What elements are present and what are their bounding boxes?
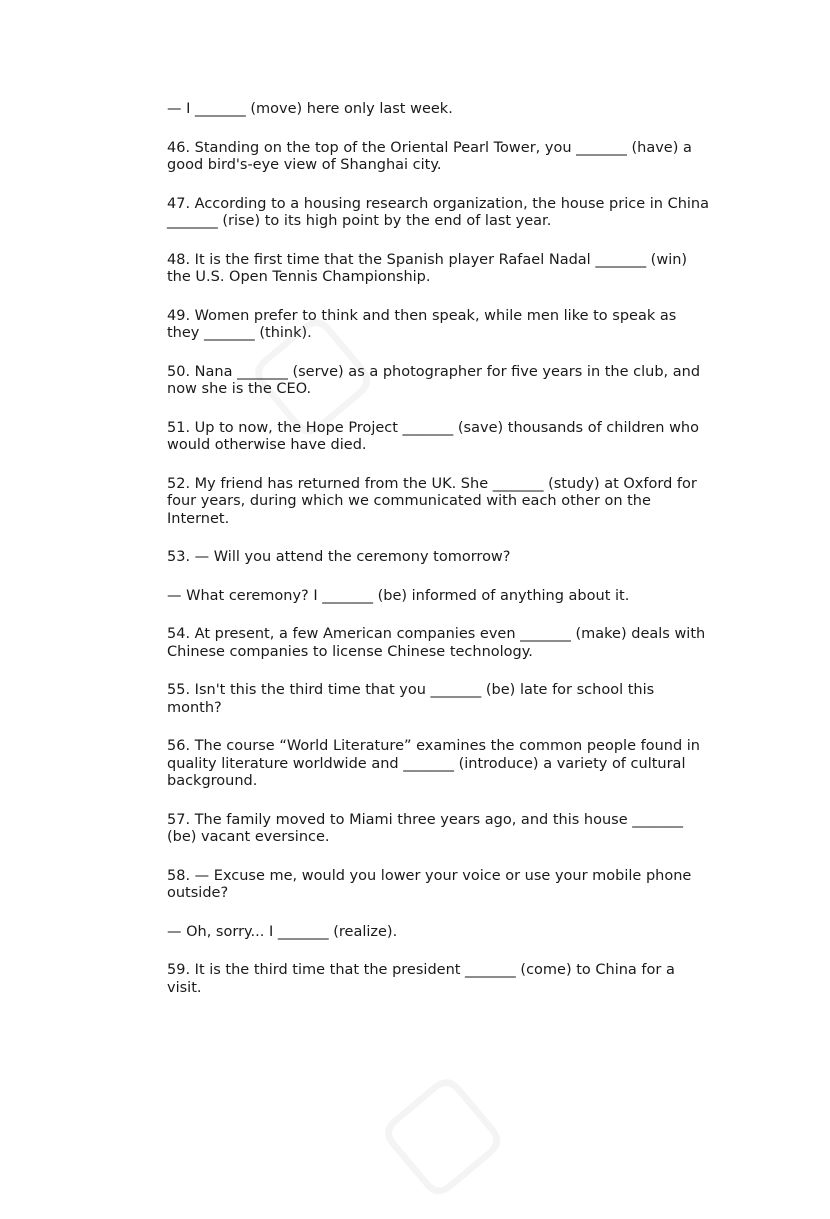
watermark [349, 1040, 525, 1219]
question-53-response: — What ceremony? I _______ (be) informed of anything about it. [167, 587, 630, 604]
question-56: 56. The course “World Literature” examines the common people found in quality literature worldwide and _______ (introduce) a variety of cultural background. [167, 738, 700, 789]
question-53: 53. — Will you attend the ceremony tomorrow? [167, 549, 511, 565]
question-50: 50. Nana _______ (serve) as a photographer for five years in the club, and now she is the CEO. [167, 363, 701, 397]
question-49: 49. Women prefer to think and then speak, while men like to speak as they _______ (think). [167, 307, 677, 341]
question-58-response: — Oh, sorry... I _______ (realize). [167, 923, 398, 940]
paragraph: — I _______ (move) here only last week. [167, 101, 453, 117]
question-57: 57. The family moved to Miami three years ago, and this house _______ (be) vacant eversince. [167, 811, 683, 845]
question-59: 59. It is the third time that the president _______ (come) to China for a visit. [167, 962, 675, 996]
question-47: 47. According to a housing research organization, the house price in China _______ (rise) to its high point by the end of last year. [167, 195, 709, 229]
question-52: 52. My friend has returned from the UK. She _______ (study) at Oxford for four years, during which we communicated with each other on the Internet. [167, 475, 697, 527]
question-51: 51. Up to now, the Hope Project _______ (save) thousands of children who would otherwise have died. [167, 419, 699, 453]
question-54: 54. At present, a few American companies even _______ (make) deals with Chinese companies to license Chinese technology. [167, 626, 706, 660]
question-55: 55. Isn't this the third time that you _______ (be) late for school this month? [167, 682, 655, 716]
question-58: 58. — Excuse me, would you lower your voice or use your mobile phone outside? [167, 867, 692, 901]
document-body [167, 101, 712, 1018]
question-46: 46. Standing on the top of the Oriental Pearl Tower, you _______ (have) a good bird's-eye view of Shanghai city. [167, 139, 692, 173]
question-48: 48. It is the first time that the Spanish player Rafael Nadal _______ (win) the U.S. Open Tennis Championship. [167, 251, 688, 285]
